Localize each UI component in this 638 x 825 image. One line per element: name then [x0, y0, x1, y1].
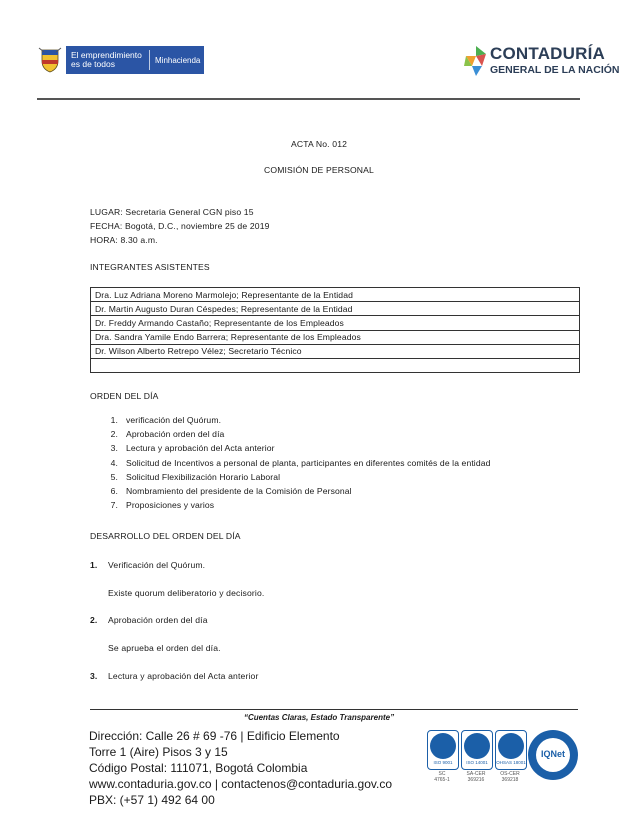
attendees-table [90, 287, 580, 373]
list-item [90, 484, 490, 498]
agenda-item-text: Nombramiento del presidente de la Comisión de Personal [126, 485, 352, 496]
list-item [90, 470, 490, 484]
cert-label: OHSAS 18001 [496, 760, 526, 765]
agenda-heading: ORDEN DEL DÍA [90, 391, 159, 401]
cgn-logo-title: CONTADURÍA [490, 44, 606, 63]
meeting-date: FECHA: Bogotá, D.C., noviembre 25 de 2019 [90, 221, 270, 231]
agenda-item-text: Aprobación orden del día [126, 429, 225, 440]
contaduria-logo-icon [462, 44, 488, 78]
agenda-item-number: 2. [110, 429, 118, 440]
development-heading: DESARROLLO DEL ORDEN DEL DÍA [90, 531, 241, 541]
colombia-coat-of-arms-icon [38, 47, 62, 73]
development-item-number: 3. [90, 671, 98, 681]
agenda-item-number: 1. [110, 415, 118, 425]
footer-address: Dirección: Calle 26 # 69 -76 | Edificio Elemento [89, 729, 340, 743]
development-item-body: Existe quorum deliberatorio y decisorio. [108, 588, 265, 598]
header-divider [37, 98, 580, 100]
agenda-item-number: 4. [110, 457, 118, 468]
development-item [90, 560, 205, 570]
iso-9001-cert-icon [427, 730, 459, 770]
agenda-item-text: verificación del Quórum. [126, 415, 222, 425]
agenda-item-text: Lectura y aprobación del Acta anterior [126, 443, 275, 454]
cert-caption: OS-CER 369218 [500, 771, 520, 783]
attendee-cell: Dra. Luz Adriana Moreno Marmolejo; Representante de la Entidad [91, 288, 580, 302]
table-row [91, 288, 580, 302]
footer-phone: PBX: (+57 1) 492 64 00 [89, 793, 215, 807]
footer-slogan: “Cuentas Claras, Estado Transparente” [243, 713, 395, 722]
footer-tower: Torre 1 (Aire) Pisos 3 y 15 [89, 745, 228, 759]
attendee-cell: Dr. Freddy Armando Castaño; Representante de los Empleados [91, 316, 580, 330]
table-row [91, 302, 580, 316]
attendee-cell: Dr. Martin Augusto Duran Céspedes; Representante de la Entidad [91, 302, 580, 316]
development-item-title: Aprobación orden del día [108, 615, 208, 625]
development-item-title: Verificación del Quórum. [108, 560, 206, 570]
attendees-heading: INTEGRANTES ASISTENTES [90, 262, 210, 272]
cert-caption: SC 4765-1 [434, 771, 450, 783]
development-item [90, 671, 258, 681]
cert-label: ISO 9001 [433, 760, 453, 765]
list-item [90, 441, 490, 455]
act-number: ACTA No. 012 [290, 139, 348, 149]
agenda-item-text: Proposiciones y varios [126, 500, 215, 511]
list-item [90, 413, 490, 427]
development-item [90, 615, 208, 625]
agenda-item-number: 7. [110, 500, 118, 511]
cgn-logo-subtitle: GENERAL DE LA NACIÓN [490, 64, 620, 76]
iqnet-label: IQNet [540, 749, 565, 759]
table-row [91, 344, 580, 358]
attendee-cell: Dr. Wilson Alberto Retrepo Vélez; Secretario Técnico [91, 344, 580, 358]
agenda-list [90, 413, 490, 512]
cert-caption: SA-CER 369216 [466, 771, 486, 783]
gov-ministry-label: Minhacienda [155, 55, 201, 65]
meeting-place: LUGAR: Secretaria General CGN piso 15 [90, 207, 254, 217]
list-item [90, 427, 490, 441]
ohsas-18001-cert-icon [495, 730, 527, 770]
development-item-title: Lectura y aprobación del Acta anterior [108, 671, 259, 681]
table-row [91, 316, 580, 330]
attendee-cell: Dra. Sandra Yamile Endo Barrera; Representante de los Empleados [91, 330, 580, 344]
meeting-time: HORA: 8.30 a.m. [90, 235, 158, 245]
gov-logo-divider [149, 50, 150, 70]
list-item [90, 456, 490, 470]
iqnet-seal-icon [528, 730, 578, 780]
agenda-item-text: Solicitud Flexibilización Horario Laboral [126, 471, 281, 482]
committee-name: COMISIÓN DE PERSONAL [264, 165, 374, 175]
agenda-item-text: Solicitud de Incentivos a personal de planta, participantes en diferentes comités de la entidad [126, 457, 491, 468]
table-row [91, 358, 580, 372]
agenda-item-number: 6. [110, 485, 118, 496]
gov-logo-text: El emprendimiento es de todos [71, 50, 142, 69]
footer-divider [90, 709, 578, 710]
footer-postal: Código Postal: 111071, Bogotá Colombia [89, 761, 308, 775]
table-row [91, 330, 580, 344]
list-item [90, 498, 490, 512]
agenda-item-number: 5. [110, 471, 118, 482]
cert-label: ISO 14001 [466, 760, 488, 765]
agenda-item-number: 3. [110, 443, 118, 454]
attendee-cell [91, 358, 580, 372]
footer-web: www.contaduria.gov.co | contactenos@contaduria.gov.co [89, 777, 393, 791]
development-item-number: 2. [90, 615, 98, 625]
development-item-body: Se aprueba el orden del día. [108, 643, 221, 653]
government-logo [66, 46, 204, 74]
iso-14001-cert-icon [461, 730, 493, 770]
development-item-number: 1. [90, 560, 98, 570]
